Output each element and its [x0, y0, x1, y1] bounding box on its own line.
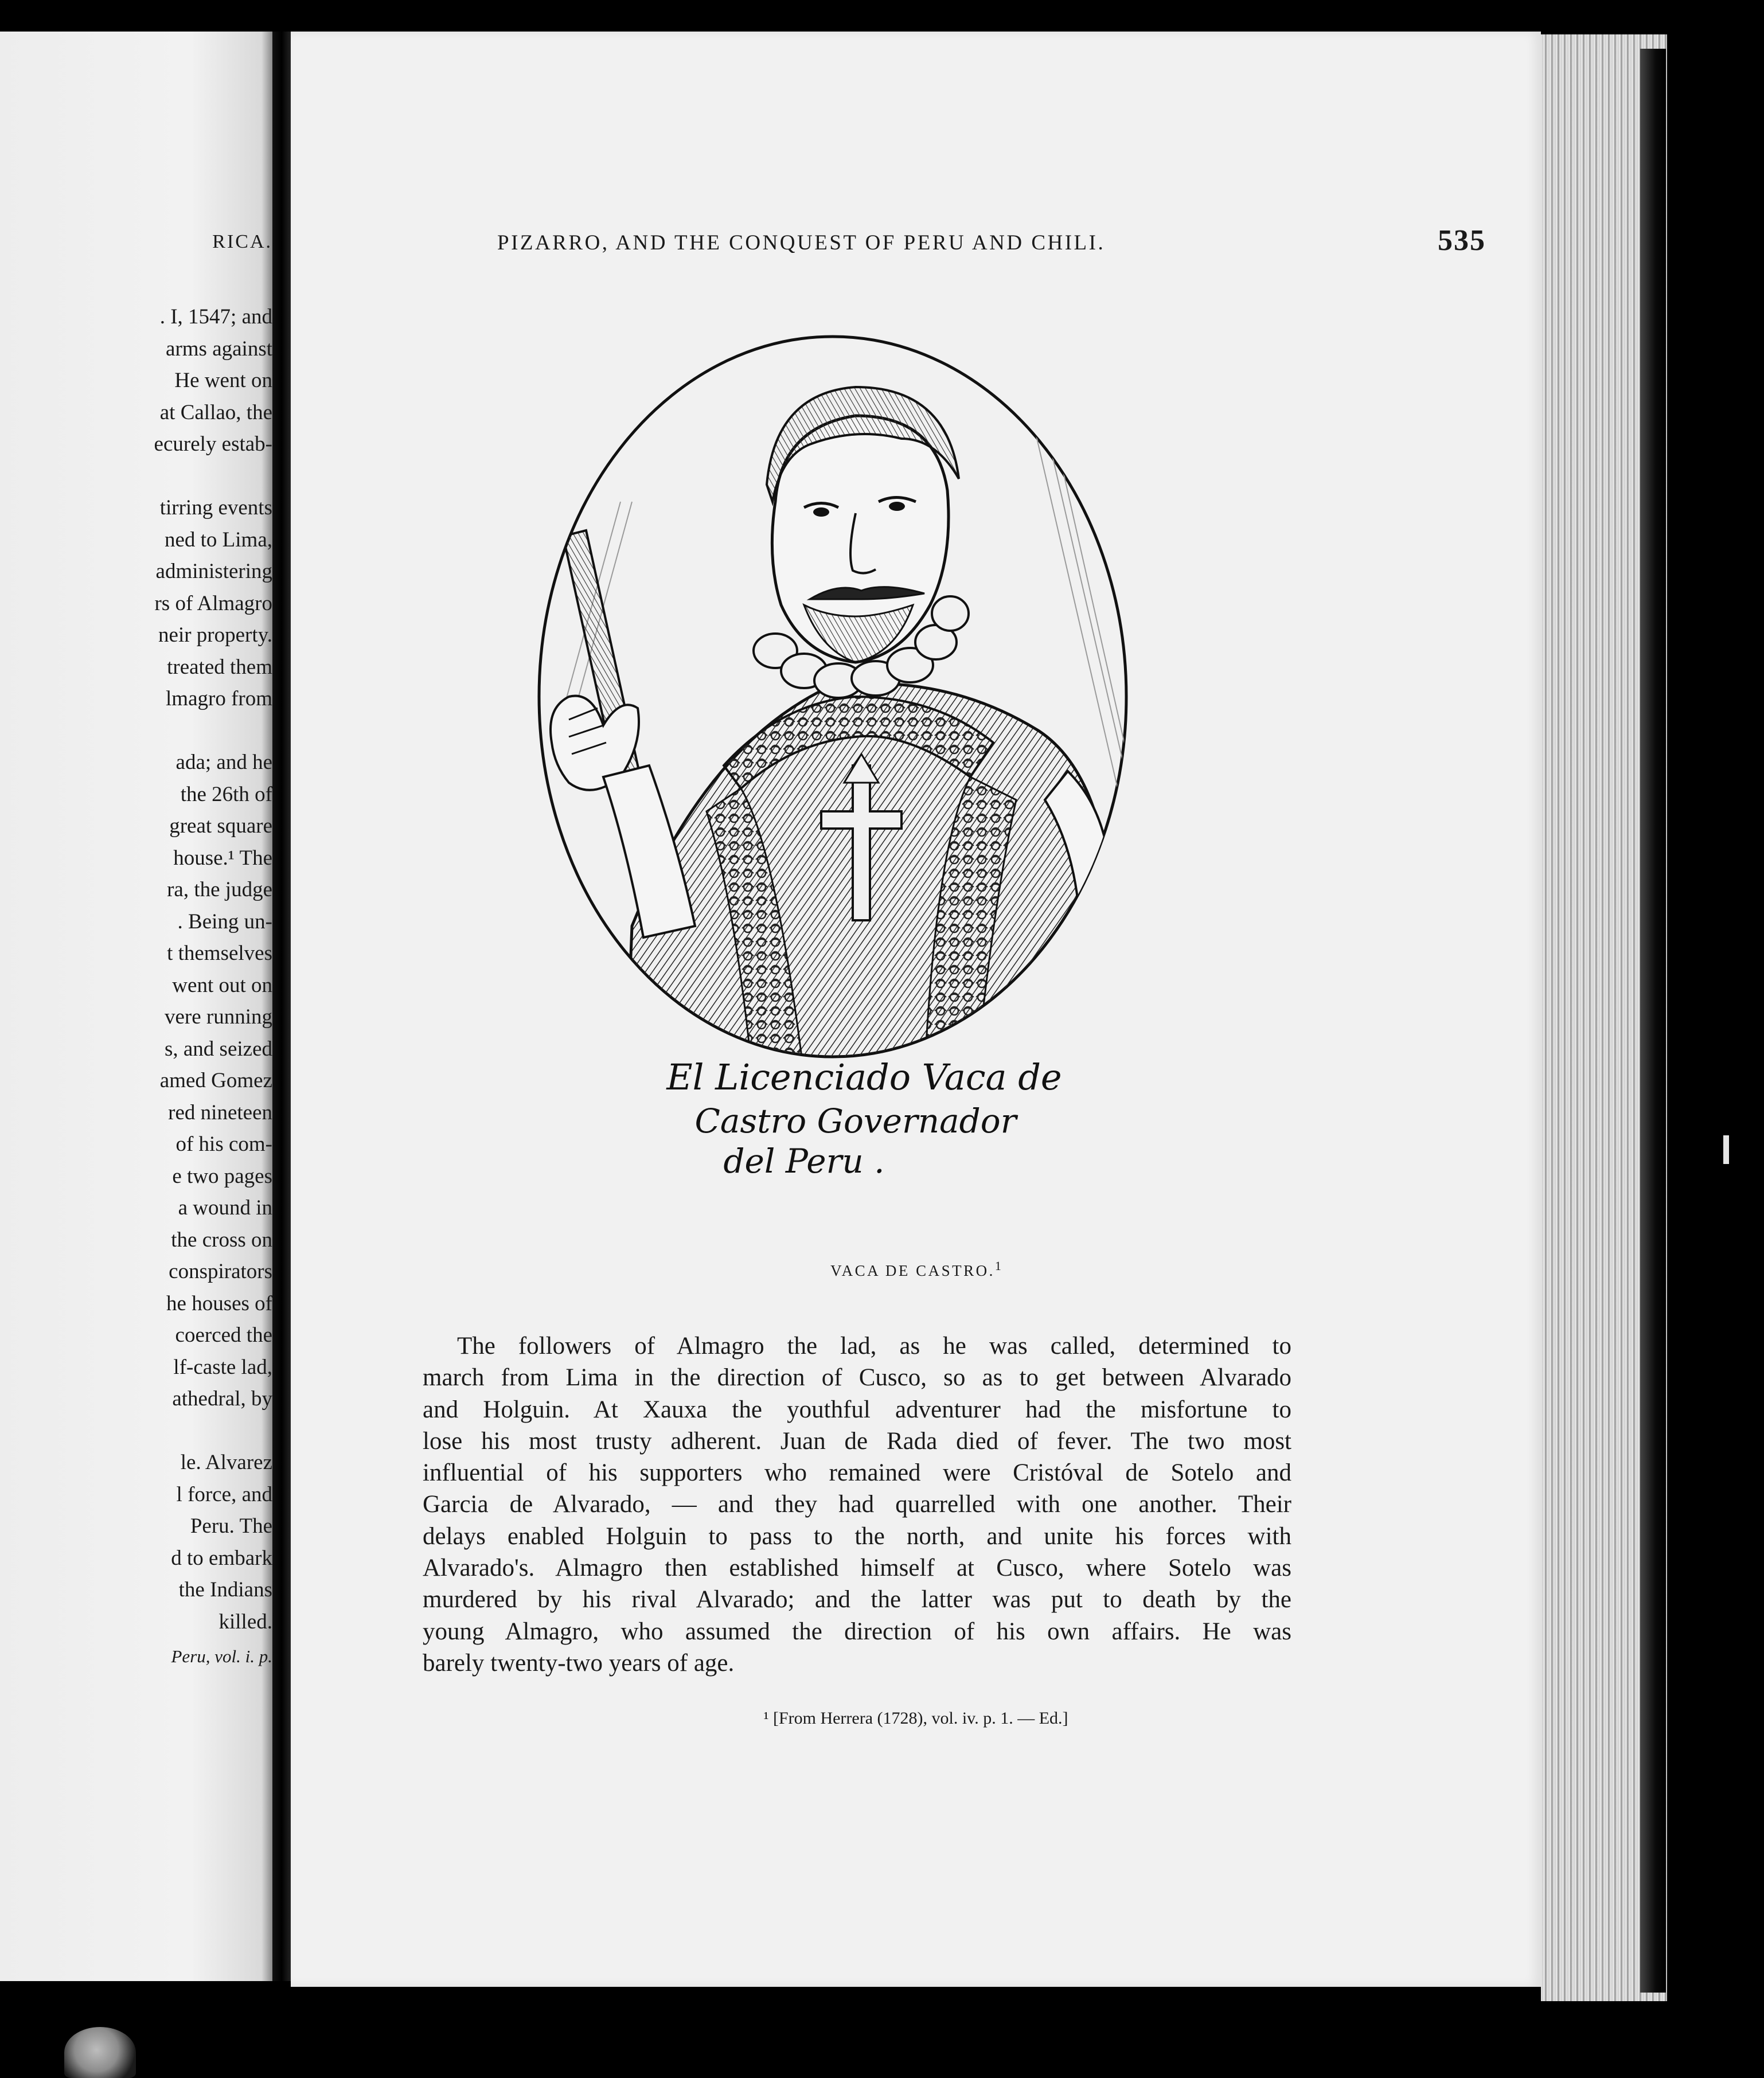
left-line: He went on	[174, 369, 272, 392]
body-line: Garcia de Alvarado, — and they had quarrelled with one another. Their	[423, 1491, 1291, 1518]
left-line: red nineteen	[168, 1100, 272, 1124]
left-line: killed.	[218, 1610, 272, 1634]
left-running-head: RICA.	[212, 231, 272, 252]
thumb-smudge	[64, 2027, 136, 2078]
body-line: Alvarado's. Almagro then established himself at Cusco, where Sotelo was	[423, 1554, 1291, 1582]
left-line: lmagro from	[166, 687, 272, 710]
inscription-line-3: del Peru .	[723, 1142, 885, 1181]
left-line: administering	[155, 560, 272, 583]
left-line: the cross on	[171, 1228, 272, 1252]
left-line: neir property.	[158, 623, 272, 647]
left-line: l force, and	[176, 1482, 272, 1506]
left-line: t themselves	[167, 942, 272, 965]
body-line: march from Lima in the direction of Cusco, so as to get between Alvarado	[423, 1364, 1291, 1392]
inscription-line-2: Castro Governador	[694, 1102, 1017, 1140]
left-line: athedral, by	[172, 1387, 272, 1411]
left-line: tirring events	[159, 496, 272, 520]
page-footnote: ¹ [From Herrera (1728), vol. iv. p. 1. — Ed.]	[763, 1709, 1068, 1728]
paragraph-gap	[9, 1415, 272, 1447]
left-line: s, and seized	[164, 1037, 272, 1061]
book-cover-edge	[1640, 49, 1666, 1993]
caption-text: VACA DE CASTRO.	[830, 1262, 995, 1279]
scan-mark	[1723, 1135, 1729, 1164]
left-line: arms against	[166, 337, 272, 361]
running-title: PIZARRO, AND THE CONQUEST OF PERU AND CHILI.	[497, 231, 1106, 255]
left-line: Peru. The	[190, 1514, 272, 1538]
body-line: and Holguin. At Xauxa the youthful adventurer had the misfortune to	[423, 1396, 1291, 1423]
left-text-column	[9, 301, 272, 1671]
body-line: murdered by his rival Alvarado; and the latter was put to death by the	[423, 1586, 1291, 1614]
left-line: d to embark	[171, 1546, 272, 1570]
portrait-illustration	[534, 330, 1469, 1213]
left-line: conspirators	[169, 1260, 272, 1283]
caption-footnote-ref: 1	[994, 1259, 1001, 1273]
inscription-line-1: El Licenciado Vaca de	[666, 1056, 1062, 1098]
paragraph-gap	[9, 460, 272, 493]
figure-caption	[291, 1259, 1541, 1280]
left-page	[0, 32, 272, 1981]
left-footnote: Peru, vol. i. p.	[171, 1646, 272, 1666]
body-line: delays enabled Holguin to pass to the north, and unite his forces with	[423, 1522, 1291, 1550]
left-line: rs of Almagro	[154, 591, 272, 615]
left-line: ned to Lima,	[164, 528, 272, 552]
body-line: young Almagro, who assumed the direction of his own affairs. He was	[423, 1618, 1291, 1645]
body-line: barely twenty-two years of age.	[423, 1649, 735, 1677]
left-line: ecurely estab-	[154, 432, 272, 456]
left-line: le. Alvarez	[180, 1451, 272, 1474]
left-line: coerced the	[175, 1323, 272, 1347]
left-line: vere running	[164, 1005, 272, 1029]
body-line: influential of his supporters who remained were Cristóval de Sotelo and	[423, 1459, 1291, 1487]
left-line: . Being un-	[177, 909, 272, 933]
left-line: ra, the judge	[167, 878, 272, 901]
left-line: at Callao, the	[159, 400, 272, 424]
left-line: treated them	[167, 655, 272, 679]
left-line: e two pages	[172, 1164, 272, 1188]
book-gutter	[272, 32, 291, 1981]
left-line: he houses of	[166, 1291, 272, 1315]
left-line: of his com-	[175, 1132, 272, 1156]
body-paragraph	[423, 1330, 1291, 1679]
left-line: . I, 1547; and	[159, 305, 272, 329]
left-line: went out on	[172, 973, 272, 997]
left-line: the 26th of	[180, 782, 272, 806]
left-line: house.¹ The	[173, 846, 272, 870]
running-head	[497, 224, 1541, 264]
left-line: the Indians	[178, 1578, 272, 1602]
body-line: lose his most trusty adherent. Juan de Rada died of fever. The two most	[423, 1427, 1291, 1455]
left-line: lf-caste lad,	[173, 1355, 272, 1379]
page-number: 535	[1438, 224, 1486, 257]
body-line: The followers of Almagro the lad, as he was called, determined to	[457, 1333, 1291, 1360]
paragraph-gap	[9, 715, 272, 747]
left-line: ada; and he	[175, 751, 272, 774]
left-line: great square	[169, 814, 272, 838]
left-line: amed Gomez	[159, 1069, 272, 1092]
portrait-engraving	[534, 330, 1469, 1213]
book-page	[291, 32, 1541, 1987]
left-line: a wound in	[178, 1196, 272, 1220]
